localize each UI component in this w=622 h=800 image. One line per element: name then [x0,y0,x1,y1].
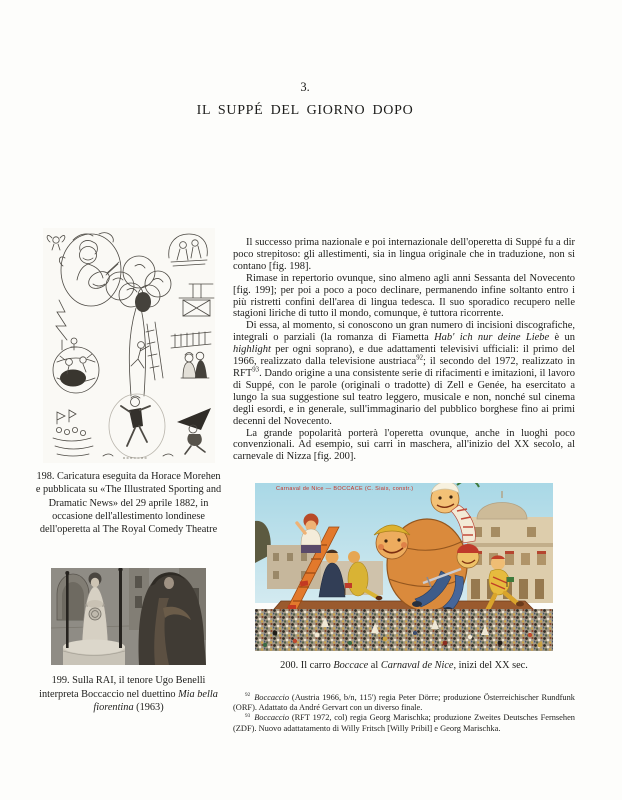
paragraph-4: La grande popolarità porterà l'operetta ovunque, anche in luoghi poco convenzionali. Ad esempio, sui carri in maschera, all'inizio del XX secolo, al carnevale di Nizza [fig. 200]. [233,427,575,463]
chapter-heading [35,80,575,119]
figure-200 [255,483,553,672]
paragraph-1: Il successo prima nazionale e poi internazionale dell'operetta di Suppé fu a dir poco strepitoso: gli allestimenti, sia in lingua originale che in traduzione, non si contano [fig. 198]. [233,237,575,272]
text-segment-italic: Mia bella fiorentina [93,688,218,714]
text-segment-italic: Hab' ich nur deine Liebe [434,332,550,344]
footnote-93-text: (RFT 1972, col) regia Georg Marischka; produzione Zweites Deutsches Fernsehen (ZDF). Nuovo adattatamento di Willy Fritsch [Willy Pribil] e Georg Marischka. [233,713,575,733]
paragraph-2: Rimase in repertorio ovunque, sino almeno agli anni Sessanta del Novecento [fig. 199]; per poi a poco a poco declinare, permanendo infine soltanto entro i più ristretti confini dell'area di lingua tedesca. Il suo sporadico recupero nelle stagioni liriche di tutto il mondo, comunque, è tuttora ricorrente. [233,272,575,320]
text-segment-italic: Boccace [333,660,369,672]
text-segment: ; il secondo del 1972, realizzato in RFT [233,356,575,379]
footnote-92 [233,693,575,714]
figure-199 [35,568,222,714]
left-figure-column [35,228,222,714]
carnival-postcard-image [255,483,553,651]
figure-200-caption [255,659,553,672]
footnote-93-marker: 93 [245,712,251,719]
footnote-92-text: (Austria 1966, b/n, 115') regia Peter Dörre; produzione Österreichischer Rundfunk (ORF). Adattato da André Gervart con un diverso finale. [233,692,575,712]
tv-still-image [51,568,206,665]
text-segment: . Dando origine a una consistente serie di rifacimenti e imitazioni, il lavoro di Suppé, con le parole (originali o tradotte) di Zell e Genée, ha esercitato a lungo la sua suggestione sul teatro leggero, musicale e non, nonché sul cinema degli esordi, e in generale, sull'immaginario del pubblico borghese fino ai primi decenni del Novecento. [233,367,575,427]
text-segment: al [368,660,381,672]
footnote-93-work-title: Boccaccio [254,713,290,723]
caricature-engraving-image [43,228,215,463]
text-segment: per ogni soprano), e due adattamenti televisivi ufficiali: il primo del 1966, realizzato dalla televisione austriaca [233,344,575,368]
postcard-title-text: Carnaval de Nice — BOCCACE (C. Siais, constr.) [276,486,414,493]
figure-198-caption [35,470,222,536]
footnote-92-marker: 92 [245,691,251,698]
text-segment: Di essa, al momento, si conoscono un gran numero di incisioni discografiche, integrali o parziali (la romanza di Fiametta [233,320,575,344]
carnival-postcard [255,483,553,651]
figure-199-caption [35,674,222,714]
footnote-93 [233,713,575,734]
text-segment: è un [549,332,575,344]
text-segment: (1963) [133,702,164,714]
main-text-column [233,237,575,734]
figure-198 [35,228,222,536]
footnotes-block [233,693,575,735]
text-segment: 198. Caricatura eseguita da Horace Morehen e pubblicata su «The Illustrated Sporting and Dramatic News» del 29 aprile 1882, in occasione dell'allestimento londinese dell'operetta al The Royal Comedy Theatre [35,471,222,536]
text-segment: , inizi del XX sec. [453,660,528,672]
text-segment-italic: Carnaval de Nice [380,660,454,672]
chapter-number: 3. [300,80,310,94]
text-segment: 200. Il carro [280,660,334,672]
footnote-92-work-title: Boccaccio [254,692,290,702]
text-segment: 199. Sulla RAI, il tenore Ugo Benelli interpreta Boccaccio nel duettino [39,675,206,700]
text-segment-italic: highlight [233,344,271,356]
footnote-reference-92: 92 [416,354,424,362]
chapter-title: IL SUPPÉ DEL GIORNO DOPO [196,103,414,118]
paragraph-3 [233,320,575,427]
footnote-reference-93: 93 [252,366,260,374]
